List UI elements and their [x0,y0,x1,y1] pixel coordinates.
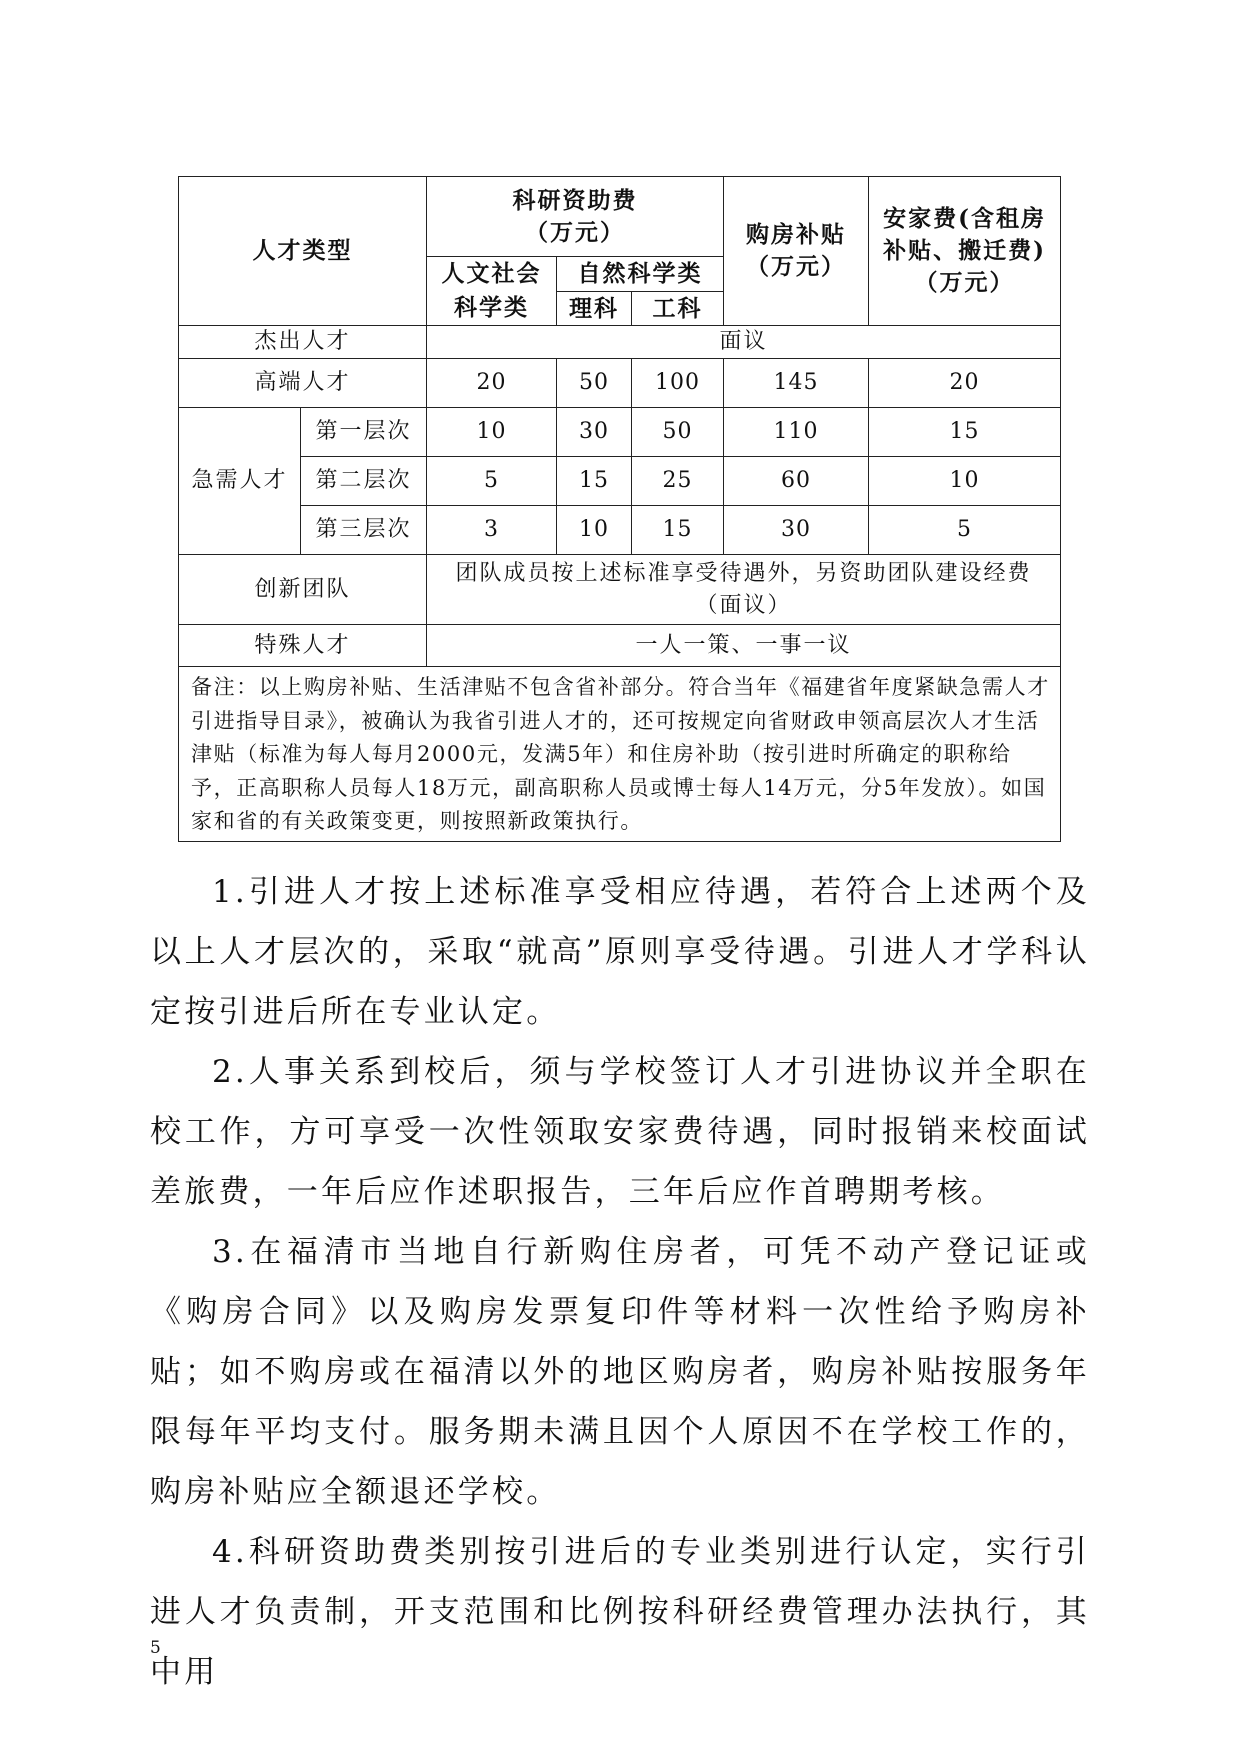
header-engineering: 工科 [632,292,724,326]
special-talent-value: 一人一策、一事一议 [427,625,1061,667]
table-footnote: 备注：以上购房补贴、生活津贴不包含省补部分。符合当年《福建省年度紧缺急需人才引进指导目录》，被确认为我省引进人才的，还可按规定向省财政申领高层次人才生活津贴（标准为每人每月2000元，发满5年）和住房补助（按引进时所确定的职称给予，正高职称人员每人18万元，副高职称人员或博士每人14万元，分5年发放）。如国家和省的有关政策变更，则按照新政策执行。 [179,667,1061,842]
urgent-level-1-label: 第一层次 [301,408,427,457]
urgent-level-1-settlement-cell: 15 [869,408,1061,457]
high-end-housing-cell: 145 [724,359,869,408]
urgent-level-3-label: 第三层次 [301,506,427,555]
high-end-engineering-cell: 100 [632,359,724,408]
talent-benefits-table-container [178,176,1060,842]
header-housing-subsidy-unit: （万元） [746,253,847,280]
header-talent-type: 人才类型 [179,177,427,326]
high-end-settlement-cell: 20 [869,359,1061,408]
outstanding-talent-label: 杰出人才 [179,326,427,359]
urgent-level-2-settlement-cell: 10 [869,457,1061,506]
header-science: 理科 [557,292,632,326]
urgent-level-1-housing-cell: 110 [724,408,869,457]
talent-benefits-table [178,176,1061,842]
body-text [150,862,1090,1702]
urgent-level-1-science-cell: 30 [557,408,632,457]
header-research-fund-unit: （万元） [525,218,625,246]
header-housing-subsidy-label: 购房补贴 [746,221,847,248]
high-end-science-cell: 50 [557,359,632,408]
paragraph-2: 2.人事关系到校后，须与学校签订人才引进协议并全职在校工作，方可享受一次性领取安家费待遇，同时报销来校面试差旅费，一年后应作述职报告，三年后应作首聘期考核。 [150,1054,1090,1210]
outstanding-talent-value: 面议 [427,326,1061,359]
urgent-level-3-settlement-cell: 5 [869,506,1061,555]
special-talent-label: 特殊人才 [179,625,427,667]
innovation-team-value: 团队成员按上述标准享受待遇外，另资助团队建设经费（面议） [427,555,1061,625]
urgent-level-2-humanities-cell: 5 [427,457,557,506]
urgent-talent-label: 急需人才 [179,408,301,555]
header-research-fund-label: 科研资助费 [512,186,638,214]
high-end-humanities-cell: 20 [427,359,557,408]
paragraph-3: 3.在福清市当地自行新购住房者，可凭不动产登记证或《购房合同》以及购房发票复印件等材料一次性给予购房补贴；如不购房或在福清以外的地区购房者，购房补贴按服务年限每年平均支付。服务期未满且因个人原因不在学校工作的，购房补贴应全额退还学校。 [150,1234,1090,1510]
header-settlement-fee-label: 安家费(含租房补贴、搬迁费) [883,205,1046,264]
header-housing-subsidy [724,177,869,326]
header-settlement-fee-unit: （万元） [914,269,1015,296]
header-research-fund [427,177,724,257]
page-number: 5 [150,1638,161,1658]
urgent-level-3-housing-cell: 30 [724,506,869,555]
urgent-level-1-humanities-cell: 10 [427,408,557,457]
urgent-level-2-label: 第二层次 [301,457,427,506]
header-settlement-fee [869,177,1061,326]
high-end-talent-label: 高端人才 [179,359,427,408]
urgent-level-2-science-cell: 15 [557,457,632,506]
urgent-level-2-engineering-cell: 25 [632,457,724,506]
header-natural-science: 自然科学类 [557,257,724,292]
paragraph-1: 1.引进人才按上述标准享受相应待遇，若符合上述两个及以上人才层次的，采取“就高”原则享受待遇。引进人才学科认定按引进后所在专业认定。 [150,874,1090,1030]
urgent-level-1-engineering-cell: 50 [632,408,724,457]
header-humanities: 人文社会科学类 [427,257,557,326]
urgent-level-3-humanities-cell: 3 [427,506,557,555]
paragraph-4: 4.科研资助费类别按引进后的专业类别进行认定，实行引进人才负责制，开支范围和比例按科研经费管理办法执行，其中用 [150,1534,1090,1690]
urgent-level-2-housing-cell: 60 [724,457,869,506]
urgent-level-3-science-cell: 10 [557,506,632,555]
urgent-level-3-engineering-cell: 15 [632,506,724,555]
innovation-team-label: 创新团队 [179,555,427,625]
